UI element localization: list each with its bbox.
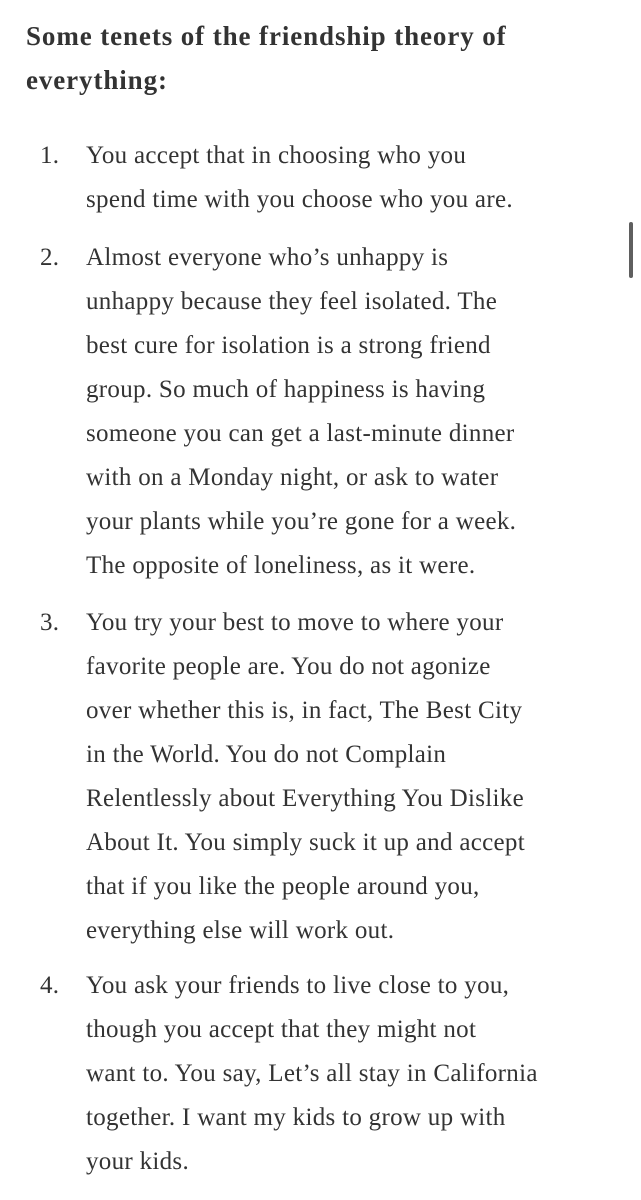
tenet-line: your kids. <box>86 1148 189 1175</box>
tenet-line: with on a Monday night, or ask to water <box>86 464 499 491</box>
article-heading <box>26 14 616 102</box>
tenet-line: The opposite of loneliness, as it were. <box>86 552 476 579</box>
tenet-number: 1. <box>40 142 60 169</box>
tenet-text <box>86 601 616 953</box>
tenet-line: Almost everyone who’s unhappy is <box>86 244 449 271</box>
tenet-line: spend time with you choose who you are. <box>86 186 513 213</box>
tenet-number: 3. <box>40 609 60 636</box>
tenet-text <box>86 134 616 222</box>
tenet-line: want to. You say, Let’s all stay in California <box>86 1060 538 1087</box>
tenet-line: your plants while you’re gone for a week. <box>86 508 517 535</box>
tenet-line: that if you like the people around you, <box>86 873 480 900</box>
tenet-line: though you accept that they might not <box>86 1016 477 1043</box>
tenet-line: in the World. You do not Complain <box>86 741 447 768</box>
tenet-line: Relentlessly about Everything You Dislike <box>86 785 524 812</box>
tenet-line: someone you can get a last-minute dinner <box>86 420 515 447</box>
heading-line: everything: <box>26 65 168 95</box>
tenet-line: best cure for isolation is a strong friend <box>86 332 491 359</box>
tenet-number: 4. <box>40 972 60 999</box>
heading-line: Some tenets of the friendship theory of <box>26 21 507 51</box>
tenet-line: unhappy because they feel isolated. The <box>86 288 498 315</box>
scrollbar-thumb[interactable] <box>629 222 633 278</box>
tenet-text <box>86 964 616 1184</box>
tenet-line: You try your best to move to where your <box>86 609 504 636</box>
tenet-line: everything else will work out. <box>86 917 395 944</box>
tenet-line: over whether this is, in fact, The Best City <box>86 697 523 724</box>
tenet-line: You accept that in choosing who you <box>86 142 467 169</box>
tenet-number: 2. <box>40 244 60 271</box>
tenet-line: together. I want my kids to grow up with <box>86 1104 506 1131</box>
tenet-line: group. So much of happiness is having <box>86 376 486 403</box>
tenet-line: favorite people are. You do not agonize <box>86 653 491 680</box>
tenet-text <box>86 236 616 588</box>
tenet-line: About It. You simply suck it up and accept <box>86 829 525 856</box>
tenet-line: You ask your friends to live close to you, <box>86 972 510 999</box>
